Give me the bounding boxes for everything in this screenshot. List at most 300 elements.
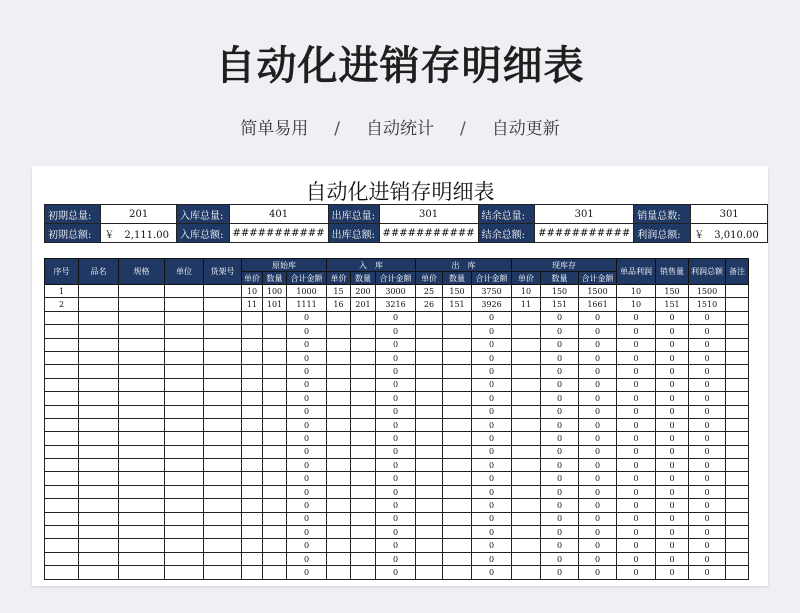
table-cell[interactable] [263, 512, 287, 525]
table-cell[interactable]: 0 [656, 365, 689, 378]
table-cell[interactable] [204, 298, 242, 311]
table-cell[interactable] [351, 499, 376, 512]
table-cell[interactable]: 0 [617, 392, 656, 405]
table-cell[interactable] [242, 365, 263, 378]
table-cell[interactable] [242, 512, 263, 525]
table-cell[interactable]: 1500 [579, 285, 617, 298]
table-cell[interactable]: 0 [541, 378, 579, 391]
table-cell[interactable]: 0 [287, 485, 327, 498]
table-cell[interactable] [79, 405, 119, 418]
table-cell[interactable] [204, 526, 242, 539]
table-cell[interactable]: 0 [541, 338, 579, 351]
table-cell[interactable] [327, 392, 351, 405]
table-cell[interactable] [45, 499, 79, 512]
table-cell[interactable] [351, 485, 376, 498]
table-cell[interactable] [165, 539, 204, 552]
table-cell[interactable]: 0 [541, 325, 579, 338]
table-cell[interactable] [327, 539, 351, 552]
table-cell[interactable] [119, 485, 165, 498]
table-cell[interactable] [242, 566, 263, 579]
table-cell[interactable]: 0 [579, 378, 617, 391]
table-cell[interactable]: 0 [617, 311, 656, 324]
table-cell[interactable] [45, 472, 79, 485]
table-cell[interactable]: 0 [287, 445, 327, 458]
table-cell[interactable]: 0 [376, 338, 416, 351]
table-cell[interactable]: 0 [689, 392, 726, 405]
table-cell[interactable] [45, 512, 79, 525]
table-cell[interactable]: 0 [689, 432, 726, 445]
table-cell[interactable] [351, 311, 376, 324]
table-cell[interactable]: 0 [617, 539, 656, 552]
table-cell[interactable] [79, 459, 119, 472]
table-cell[interactable] [726, 432, 749, 445]
table-cell[interactable] [119, 566, 165, 579]
table-cell[interactable] [416, 351, 443, 364]
table-cell[interactable] [351, 445, 376, 458]
table-cell[interactable] [726, 552, 749, 565]
table-cell[interactable]: 3000 [376, 285, 416, 298]
table-cell[interactable]: 0 [579, 512, 617, 525]
table-cell[interactable] [119, 298, 165, 311]
table-cell[interactable]: 0 [376, 365, 416, 378]
table-cell[interactable] [327, 432, 351, 445]
table-cell[interactable] [263, 418, 287, 431]
table-cell[interactable]: 0 [656, 499, 689, 512]
table-cell[interactable] [165, 392, 204, 405]
table-cell[interactable]: 0 [579, 311, 617, 324]
table-cell[interactable] [165, 285, 204, 298]
table-cell[interactable]: 3926 [472, 298, 512, 311]
table-cell[interactable] [726, 298, 749, 311]
table-cell[interactable]: 150 [541, 285, 579, 298]
table-cell[interactable]: 0 [287, 418, 327, 431]
table-cell[interactable]: 101 [263, 298, 287, 311]
table-cell[interactable] [45, 365, 79, 378]
table-cell[interactable] [512, 351, 541, 364]
table-cell[interactable]: 11 [512, 298, 541, 311]
table-cell[interactable]: 0 [617, 485, 656, 498]
table-cell[interactable]: 0 [656, 338, 689, 351]
table-cell[interactable] [443, 566, 472, 579]
table-cell[interactable]: 0 [617, 472, 656, 485]
table-cell[interactable] [165, 298, 204, 311]
table-cell[interactable] [119, 392, 165, 405]
table-cell[interactable] [726, 418, 749, 431]
table-cell[interactable]: 0 [376, 539, 416, 552]
table-cell[interactable] [351, 552, 376, 565]
table-cell[interactable] [45, 485, 79, 498]
table-cell[interactable]: 0 [656, 432, 689, 445]
table-cell[interactable] [242, 499, 263, 512]
table-cell[interactable] [119, 526, 165, 539]
table-cell[interactable] [512, 445, 541, 458]
table-cell[interactable] [416, 499, 443, 512]
table-cell[interactable]: 0 [656, 378, 689, 391]
table-cell[interactable]: 0 [617, 325, 656, 338]
table-cell[interactable]: 0 [617, 418, 656, 431]
table-cell[interactable]: 0 [689, 338, 726, 351]
table-cell[interactable] [351, 459, 376, 472]
table-cell[interactable] [327, 499, 351, 512]
table-cell[interactable] [242, 526, 263, 539]
table-cell[interactable] [79, 285, 119, 298]
table-cell[interactable] [119, 512, 165, 525]
table-cell[interactable]: 100 [263, 285, 287, 298]
table-cell[interactable]: 0 [541, 418, 579, 431]
table-cell[interactable]: 0 [541, 311, 579, 324]
table-cell[interactable] [165, 472, 204, 485]
table-cell[interactable] [204, 338, 242, 351]
table-cell[interactable] [119, 459, 165, 472]
table-cell[interactable]: 0 [541, 459, 579, 472]
table-cell[interactable] [443, 311, 472, 324]
table-cell[interactable] [726, 459, 749, 472]
table-cell[interactable]: 0 [656, 325, 689, 338]
table-cell[interactable] [726, 351, 749, 364]
table-cell[interactable]: 0 [541, 485, 579, 498]
table-cell[interactable] [443, 459, 472, 472]
table-cell[interactable]: 0 [656, 552, 689, 565]
table-cell[interactable] [327, 325, 351, 338]
table-cell[interactable] [327, 485, 351, 498]
table-cell[interactable] [351, 378, 376, 391]
table-cell[interactable] [79, 365, 119, 378]
table-cell[interactable] [512, 512, 541, 525]
table-cell[interactable] [512, 338, 541, 351]
table-cell[interactable] [512, 365, 541, 378]
table-cell[interactable]: 0 [656, 526, 689, 539]
table-cell[interactable]: 0 [287, 325, 327, 338]
table-cell[interactable] [351, 325, 376, 338]
table-cell[interactable] [165, 552, 204, 565]
table-cell[interactable]: 0 [689, 552, 726, 565]
table-cell[interactable]: 0 [656, 311, 689, 324]
table-cell[interactable]: 0 [376, 378, 416, 391]
table-cell[interactable]: 0 [472, 311, 512, 324]
table-cell[interactable] [79, 472, 119, 485]
table-cell[interactable] [327, 405, 351, 418]
table-cell[interactable] [204, 472, 242, 485]
table-cell[interactable] [242, 459, 263, 472]
table-cell[interactable]: 0 [376, 566, 416, 579]
table-cell[interactable]: 150 [656, 285, 689, 298]
table-cell[interactable] [443, 539, 472, 552]
table-cell[interactable]: 0 [579, 485, 617, 498]
table-cell[interactable] [204, 418, 242, 431]
table-cell[interactable] [119, 378, 165, 391]
table-cell[interactable]: 0 [579, 552, 617, 565]
table-cell[interactable]: 0 [472, 365, 512, 378]
table-cell[interactable]: 1111 [287, 298, 327, 311]
table-cell[interactable]: 0 [579, 338, 617, 351]
table-cell[interactable] [512, 526, 541, 539]
table-cell[interactable] [204, 365, 242, 378]
table-cell[interactable]: 0 [689, 526, 726, 539]
table-cell[interactable] [263, 445, 287, 458]
table-cell[interactable]: 0 [617, 526, 656, 539]
table-cell[interactable] [119, 418, 165, 431]
table-cell[interactable]: 0 [541, 445, 579, 458]
table-cell[interactable] [165, 566, 204, 579]
table-cell[interactable]: 16 [327, 298, 351, 311]
table-cell[interactable] [242, 378, 263, 391]
table-cell[interactable]: 0 [617, 512, 656, 525]
table-cell[interactable] [512, 499, 541, 512]
table-cell[interactable] [165, 378, 204, 391]
table-cell[interactable] [443, 378, 472, 391]
table-cell[interactable] [351, 365, 376, 378]
table-cell[interactable] [263, 378, 287, 391]
table-cell[interactable] [263, 499, 287, 512]
table-cell[interactable] [726, 285, 749, 298]
table-cell[interactable]: 0 [656, 445, 689, 458]
table-cell[interactable] [242, 338, 263, 351]
table-cell[interactable]: 0 [617, 378, 656, 391]
table-cell[interactable] [45, 351, 79, 364]
table-cell[interactable] [416, 418, 443, 431]
table-cell[interactable] [263, 552, 287, 565]
table-cell[interactable] [416, 539, 443, 552]
table-cell[interactable]: 0 [541, 566, 579, 579]
table-cell[interactable]: 0 [689, 365, 726, 378]
table-cell[interactable]: 26 [416, 298, 443, 311]
table-cell[interactable] [204, 432, 242, 445]
table-cell[interactable] [512, 405, 541, 418]
table-cell[interactable]: 2 [45, 298, 79, 311]
table-cell[interactable] [119, 365, 165, 378]
table-cell[interactable]: 0 [579, 526, 617, 539]
table-cell[interactable]: 0 [579, 418, 617, 431]
table-cell[interactable] [416, 566, 443, 579]
table-cell[interactable] [242, 432, 263, 445]
table-cell[interactable] [204, 325, 242, 338]
table-cell[interactable] [443, 485, 472, 498]
table-cell[interactable]: 0 [579, 392, 617, 405]
table-cell[interactable] [79, 298, 119, 311]
table-cell[interactable]: 0 [376, 351, 416, 364]
table-cell[interactable] [165, 485, 204, 498]
table-cell[interactable]: 0 [376, 472, 416, 485]
table-cell[interactable] [327, 351, 351, 364]
table-cell[interactable]: 0 [579, 432, 617, 445]
table-cell[interactable] [327, 566, 351, 579]
table-cell[interactable] [351, 405, 376, 418]
table-cell[interactable]: 0 [617, 365, 656, 378]
table-cell[interactable]: 0 [656, 405, 689, 418]
table-cell[interactable] [204, 539, 242, 552]
table-cell[interactable] [79, 311, 119, 324]
table-cell[interactable] [726, 405, 749, 418]
table-cell[interactable] [512, 485, 541, 498]
table-cell[interactable]: 0 [472, 392, 512, 405]
table-cell[interactable]: 0 [579, 365, 617, 378]
table-cell[interactable]: 0 [376, 325, 416, 338]
table-cell[interactable]: 0 [617, 552, 656, 565]
table-cell[interactable] [119, 499, 165, 512]
table-cell[interactable]: 1510 [689, 298, 726, 311]
table-cell[interactable] [263, 485, 287, 498]
table-cell[interactable] [204, 311, 242, 324]
table-cell[interactable] [45, 445, 79, 458]
table-cell[interactable] [45, 539, 79, 552]
table-cell[interactable] [45, 566, 79, 579]
table-cell[interactable]: 0 [287, 405, 327, 418]
table-cell[interactable] [204, 485, 242, 498]
table-cell[interactable]: 0 [656, 472, 689, 485]
table-cell[interactable]: 0 [376, 311, 416, 324]
table-cell[interactable] [165, 526, 204, 539]
table-cell[interactable] [79, 485, 119, 498]
table-cell[interactable]: 0 [579, 445, 617, 458]
table-cell[interactable] [416, 526, 443, 539]
table-cell[interactable] [416, 432, 443, 445]
table-cell[interactable] [119, 325, 165, 338]
table-cell[interactable]: 0 [472, 432, 512, 445]
table-cell[interactable] [351, 566, 376, 579]
table-cell[interactable]: 0 [689, 351, 726, 364]
table-cell[interactable] [242, 472, 263, 485]
table-cell[interactable] [165, 459, 204, 472]
table-cell[interactable] [416, 311, 443, 324]
table-cell[interactable] [726, 325, 749, 338]
table-cell[interactable]: 0 [689, 378, 726, 391]
table-cell[interactable] [327, 418, 351, 431]
table-cell[interactable] [204, 285, 242, 298]
table-cell[interactable]: 0 [656, 539, 689, 552]
table-cell[interactable]: 0 [656, 512, 689, 525]
table-cell[interactable]: 0 [472, 526, 512, 539]
table-cell[interactable]: 0 [472, 418, 512, 431]
table-cell[interactable]: 10 [242, 285, 263, 298]
table-cell[interactable]: 3750 [472, 285, 512, 298]
table-cell[interactable]: 0 [617, 445, 656, 458]
table-cell[interactable] [165, 445, 204, 458]
table-cell[interactable] [512, 378, 541, 391]
table-cell[interactable]: 0 [689, 485, 726, 498]
table-cell[interactable] [416, 338, 443, 351]
table-cell[interactable] [165, 351, 204, 364]
table-cell[interactable] [79, 539, 119, 552]
table-cell[interactable] [79, 418, 119, 431]
table-cell[interactable] [443, 445, 472, 458]
table-cell[interactable] [242, 351, 263, 364]
table-cell[interactable] [512, 566, 541, 579]
table-cell[interactable] [119, 472, 165, 485]
table-cell[interactable] [443, 526, 472, 539]
table-cell[interactable] [165, 499, 204, 512]
table-cell[interactable]: 0 [376, 405, 416, 418]
table-cell[interactable] [242, 311, 263, 324]
table-cell[interactable]: 0 [472, 459, 512, 472]
table-cell[interactable] [119, 285, 165, 298]
table-cell[interactable]: 0 [689, 445, 726, 458]
table-cell[interactable] [443, 365, 472, 378]
table-cell[interactable]: 151 [541, 298, 579, 311]
table-cell[interactable] [242, 405, 263, 418]
table-cell[interactable] [45, 432, 79, 445]
table-cell[interactable] [263, 566, 287, 579]
table-cell[interactable] [416, 459, 443, 472]
table-cell[interactable] [242, 445, 263, 458]
table-cell[interactable] [45, 392, 79, 405]
table-cell[interactable]: 0 [287, 472, 327, 485]
table-cell[interactable] [351, 512, 376, 525]
table-cell[interactable] [443, 351, 472, 364]
table-cell[interactable]: 0 [579, 405, 617, 418]
table-cell[interactable] [263, 459, 287, 472]
table-cell[interactable] [351, 472, 376, 485]
table-cell[interactable] [242, 325, 263, 338]
table-cell[interactable] [327, 472, 351, 485]
table-cell[interactable] [327, 338, 351, 351]
table-cell[interactable]: 0 [689, 472, 726, 485]
table-cell[interactable] [119, 552, 165, 565]
table-cell[interactable] [726, 539, 749, 552]
table-cell[interactable] [327, 311, 351, 324]
table-cell[interactable] [327, 512, 351, 525]
table-cell[interactable] [204, 566, 242, 579]
table-cell[interactable]: 0 [617, 405, 656, 418]
table-cell[interactable]: 0 [541, 472, 579, 485]
table-cell[interactable]: 0 [287, 512, 327, 525]
table-cell[interactable] [204, 378, 242, 391]
table-cell[interactable] [79, 552, 119, 565]
table-cell[interactable] [327, 378, 351, 391]
table-cell[interactable] [204, 392, 242, 405]
table-cell[interactable] [512, 472, 541, 485]
table-cell[interactable]: 0 [287, 499, 327, 512]
table-cell[interactable]: 0 [287, 539, 327, 552]
table-cell[interactable]: 0 [287, 526, 327, 539]
table-cell[interactable]: 10 [617, 298, 656, 311]
table-cell[interactable] [726, 338, 749, 351]
table-cell[interactable]: 0 [376, 392, 416, 405]
table-cell[interactable] [351, 526, 376, 539]
table-cell[interactable] [79, 392, 119, 405]
table-cell[interactable] [263, 311, 287, 324]
table-cell[interactable] [726, 378, 749, 391]
table-cell[interactable]: 0 [617, 459, 656, 472]
table-cell[interactable] [351, 432, 376, 445]
table-cell[interactable] [165, 432, 204, 445]
table-cell[interactable] [416, 405, 443, 418]
table-cell[interactable]: 0 [472, 338, 512, 351]
table-cell[interactable] [242, 552, 263, 565]
table-cell[interactable]: 0 [689, 459, 726, 472]
table-cell[interactable] [204, 552, 242, 565]
table-cell[interactable] [242, 392, 263, 405]
table-cell[interactable] [443, 338, 472, 351]
table-cell[interactable] [45, 325, 79, 338]
table-cell[interactable]: 0 [579, 351, 617, 364]
table-cell[interactable]: 0 [472, 566, 512, 579]
table-cell[interactable]: 0 [579, 499, 617, 512]
table-cell[interactable]: 0 [376, 445, 416, 458]
table-cell[interactable] [204, 512, 242, 525]
table-cell[interactable]: 0 [376, 526, 416, 539]
table-cell[interactable] [119, 405, 165, 418]
table-cell[interactable]: 0 [472, 445, 512, 458]
table-cell[interactable] [327, 445, 351, 458]
table-cell[interactable] [79, 432, 119, 445]
table-cell[interactable]: 1661 [579, 298, 617, 311]
table-cell[interactable] [263, 432, 287, 445]
table-cell[interactable] [165, 405, 204, 418]
table-cell[interactable]: 0 [579, 566, 617, 579]
table-cell[interactable] [204, 459, 242, 472]
table-cell[interactable] [416, 365, 443, 378]
table-cell[interactable] [79, 338, 119, 351]
